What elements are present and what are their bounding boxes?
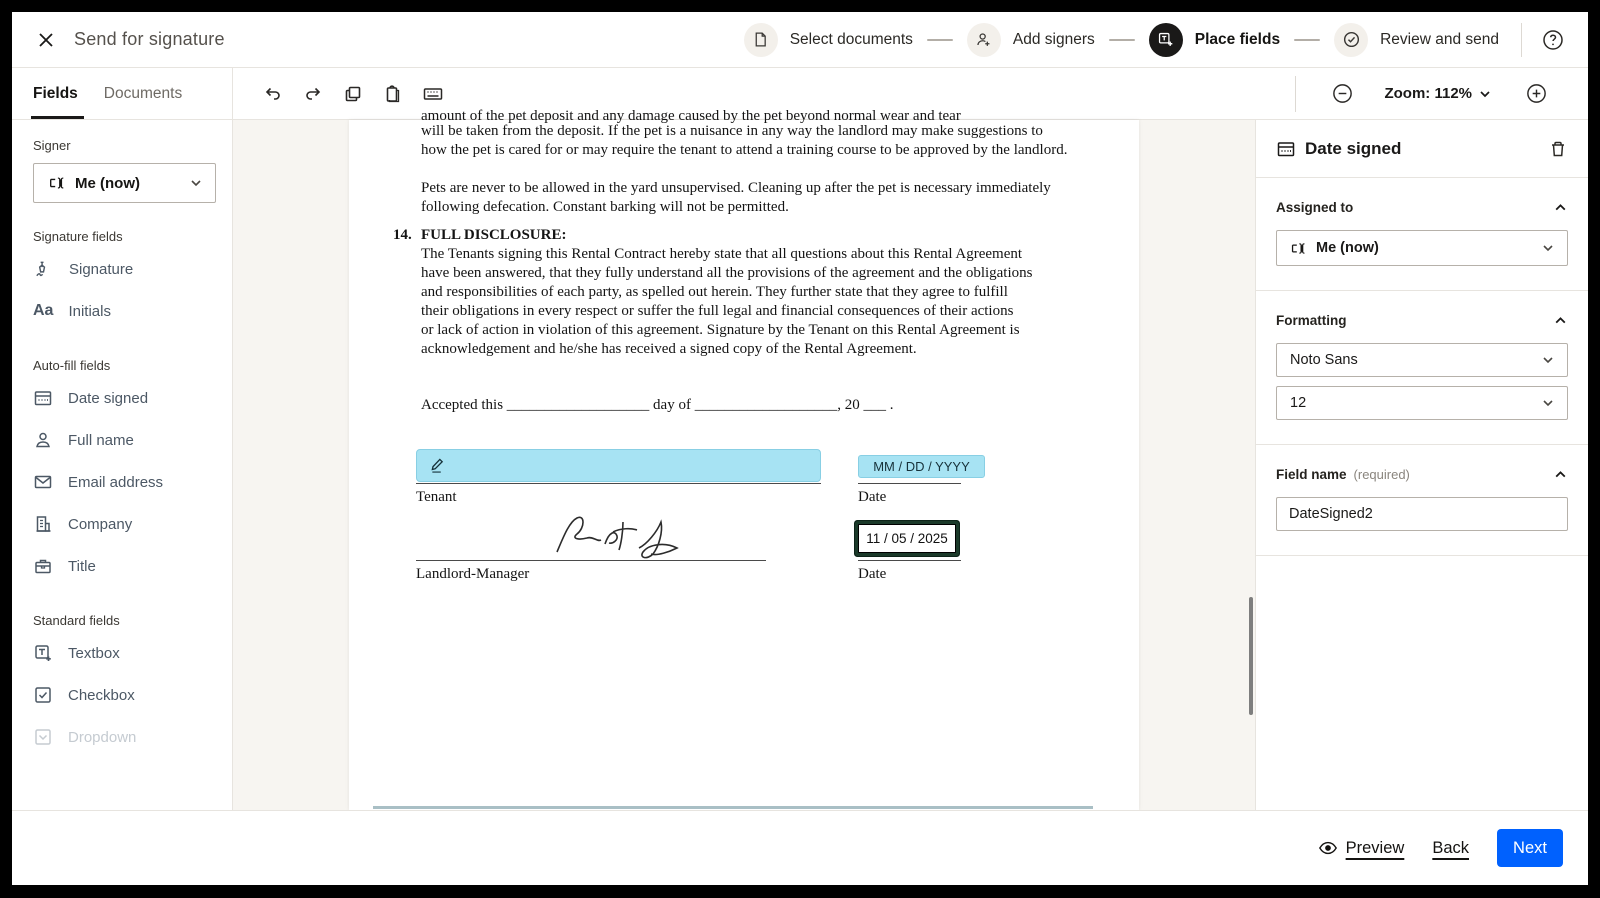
step-add-signers[interactable]: Add signers	[967, 23, 1095, 57]
font-size-select[interactable]	[1276, 386, 1568, 420]
textbox-icon	[33, 643, 53, 663]
landlord-signature-image[interactable]	[539, 508, 709, 566]
font-family-select[interactable]	[1276, 343, 1568, 377]
back-button[interactable]: Back	[1432, 838, 1469, 857]
standard-fields-label: Standard fields	[33, 613, 120, 628]
close-icon[interactable]	[34, 28, 58, 52]
page-title: Send for signature	[74, 29, 225, 49]
accepted-line: Accepted this ___________________ day of ___________________, 20 ___ .	[421, 397, 894, 413]
font-family-value: Noto Sans	[1290, 352, 1358, 368]
document-page	[349, 108, 1139, 810]
assign-cursor-icon	[1290, 240, 1307, 257]
sidebar-item-date-signed[interactable]: Date signed	[33, 377, 216, 419]
sidebar-tabs	[12, 68, 232, 120]
assigned-to-value: Me (now)	[1316, 240, 1379, 256]
calendar-icon	[1276, 139, 1296, 159]
step-review-and-send[interactable]: Review and send	[1334, 23, 1499, 57]
zoom-level[interactable]: Zoom: 112%	[1384, 85, 1472, 102]
sidebar-item-checkbox[interactable]: Checkbox	[33, 674, 216, 716]
signer-value: Me (now)	[75, 174, 140, 192]
tab-fields[interactable]: Fields	[33, 68, 78, 119]
zoom-controls	[1295, 76, 1554, 112]
landlord-date-field-selected[interactable]: 11 / 05 / 2025	[858, 524, 956, 553]
clause-number: 14.	[393, 227, 412, 243]
landlord-label: Landlord-Manager	[416, 566, 530, 582]
chevron-down-icon	[1541, 241, 1555, 255]
preview-button[interactable]: Preview	[1318, 838, 1405, 858]
pencil-icon	[430, 457, 445, 474]
person-icon	[33, 430, 53, 450]
chevron-down-icon	[189, 176, 203, 190]
footer	[12, 810, 1588, 885]
chevron-down-icon[interactable]	[1478, 87, 1492, 101]
sidebar-item-email-address[interactable]: Email address	[33, 461, 216, 503]
date-line	[858, 560, 961, 561]
field-name-required: (required)	[1353, 467, 1410, 482]
header-divider	[1521, 23, 1522, 57]
font-size-value: 12	[1290, 395, 1307, 411]
sidebar-item-title[interactable]: Title	[33, 545, 216, 587]
canvas-scrollbar[interactable]	[1249, 597, 1253, 715]
calendar-icon	[33, 388, 53, 408]
toolbar-divider	[1295, 76, 1296, 112]
envelope-icon	[33, 472, 53, 492]
chevron-down-icon	[1541, 396, 1555, 410]
field-settings-panel	[1255, 120, 1588, 810]
field-name-input[interactable]	[1276, 497, 1568, 531]
send-for-signature-window	[12, 12, 1588, 885]
building-icon	[33, 514, 53, 534]
sidebar	[12, 68, 233, 810]
undo-icon[interactable]	[255, 76, 291, 112]
chevron-up-icon[interactable]	[1553, 467, 1568, 482]
sidebar-item-initials[interactable]: Aa Initials	[33, 302, 111, 320]
field-name-label: Field name	[1276, 467, 1347, 482]
briefcase-icon	[33, 556, 53, 576]
auto-fill-fields-label: Auto-fill fields	[33, 358, 111, 373]
date-line	[858, 483, 961, 484]
chevron-down-icon	[1541, 353, 1555, 367]
assigned-to-select[interactable]	[1276, 230, 1568, 266]
assign-cursor-icon	[48, 174, 66, 192]
checkbox-icon	[33, 685, 53, 705]
sidebar-item-full-name[interactable]: Full name	[33, 419, 216, 461]
step-connector	[1294, 39, 1320, 41]
dropdown-icon	[33, 727, 53, 747]
header	[12, 12, 1588, 68]
document-canvas[interactable]	[233, 108, 1255, 810]
signer-select[interactable]	[33, 163, 216, 203]
clipped-text-line: amount of the pet deposit and any damage caused by the pet beyond normal wear and tear	[421, 108, 961, 124]
step-select-documents[interactable]: Select documents	[744, 23, 913, 57]
step-connector	[1109, 39, 1135, 41]
zoom-out-icon[interactable]	[1324, 76, 1360, 112]
paragraph: The Tenants signing this Rental Contract hereby state that all questions about this Rental Agreement have been answered, that they fully understand all the provisions of the agreement and the obligations and responsibilities of each party, as spelled out herein. They further state that they agree to fulfill their obligations in every respect or suffer the full legal and financial consequences of their actions or lack of action in violation of this agreement. Signature by the Tenant on this Rental Agreement is acknowledgement and he/she has received a signed copy of the Rental Agreement.	[421, 246, 1033, 357]
sidebar-item-signature[interactable]: Signature	[33, 248, 216, 290]
sidebar-item-company[interactable]: Company	[33, 503, 216, 545]
chevron-up-icon[interactable]	[1553, 313, 1568, 328]
paragraph: will be taken from the deposit. If the pet is a nuisance in any way the landlord may make suggestions to how the pet is cared for or may require the tenant to attend a training course to be approved by the landlord.	[421, 123, 1068, 158]
initials-icon: Aa	[33, 302, 54, 319]
signature-pen-icon	[33, 259, 54, 280]
clause-heading: FULL DISCLOSURE:	[421, 227, 567, 243]
formatting-label: Formatting	[1276, 313, 1347, 328]
sidebar-item-dropdown: Dropdown	[33, 716, 216, 758]
check-circle-icon	[1334, 23, 1368, 57]
zoom-in-icon[interactable]	[1518, 76, 1554, 112]
tenant-date-field[interactable]: MM / DD / YYYY	[858, 455, 985, 478]
step-place-fields[interactable]: Place fields	[1149, 23, 1280, 57]
tenant-signature-field[interactable]	[416, 449, 821, 482]
signer-label: Signer	[33, 138, 71, 153]
tab-documents[interactable]: Documents	[103, 84, 183, 102]
next-section-divider	[373, 806, 1093, 809]
eye-icon	[1318, 838, 1338, 858]
chevron-up-icon[interactable]	[1553, 200, 1568, 215]
signature-fields-label: Signature fields	[33, 229, 123, 244]
sidebar-item-textbox[interactable]: Textbox	[33, 632, 216, 674]
document-icon	[744, 23, 778, 57]
signature-line	[416, 483, 821, 484]
step-connector	[927, 39, 953, 41]
assigned-to-label: Assigned to	[1276, 200, 1354, 215]
textbox-add-icon	[1149, 23, 1183, 57]
copy-icon[interactable]	[335, 76, 371, 112]
date-label: Date	[858, 566, 887, 582]
person-add-icon	[967, 23, 1001, 57]
help-icon[interactable]	[1540, 27, 1566, 53]
panel-title: Date signed	[1305, 138, 1402, 158]
redo-icon[interactable]	[295, 76, 331, 112]
stepper	[744, 23, 1499, 57]
paragraph: Pets are never to be allowed in the yard unsupervised. Cleaning up after the pet is necessary immediately following defecation. Constant barking will not be permitted.	[421, 180, 1051, 215]
signature-line	[416, 560, 766, 561]
date-label: Date	[858, 489, 887, 505]
paste-icon[interactable]	[375, 76, 411, 112]
tenant-label: Tenant	[416, 489, 457, 505]
trash-icon[interactable]	[1548, 139, 1568, 159]
next-button[interactable]: Next	[1497, 829, 1563, 867]
